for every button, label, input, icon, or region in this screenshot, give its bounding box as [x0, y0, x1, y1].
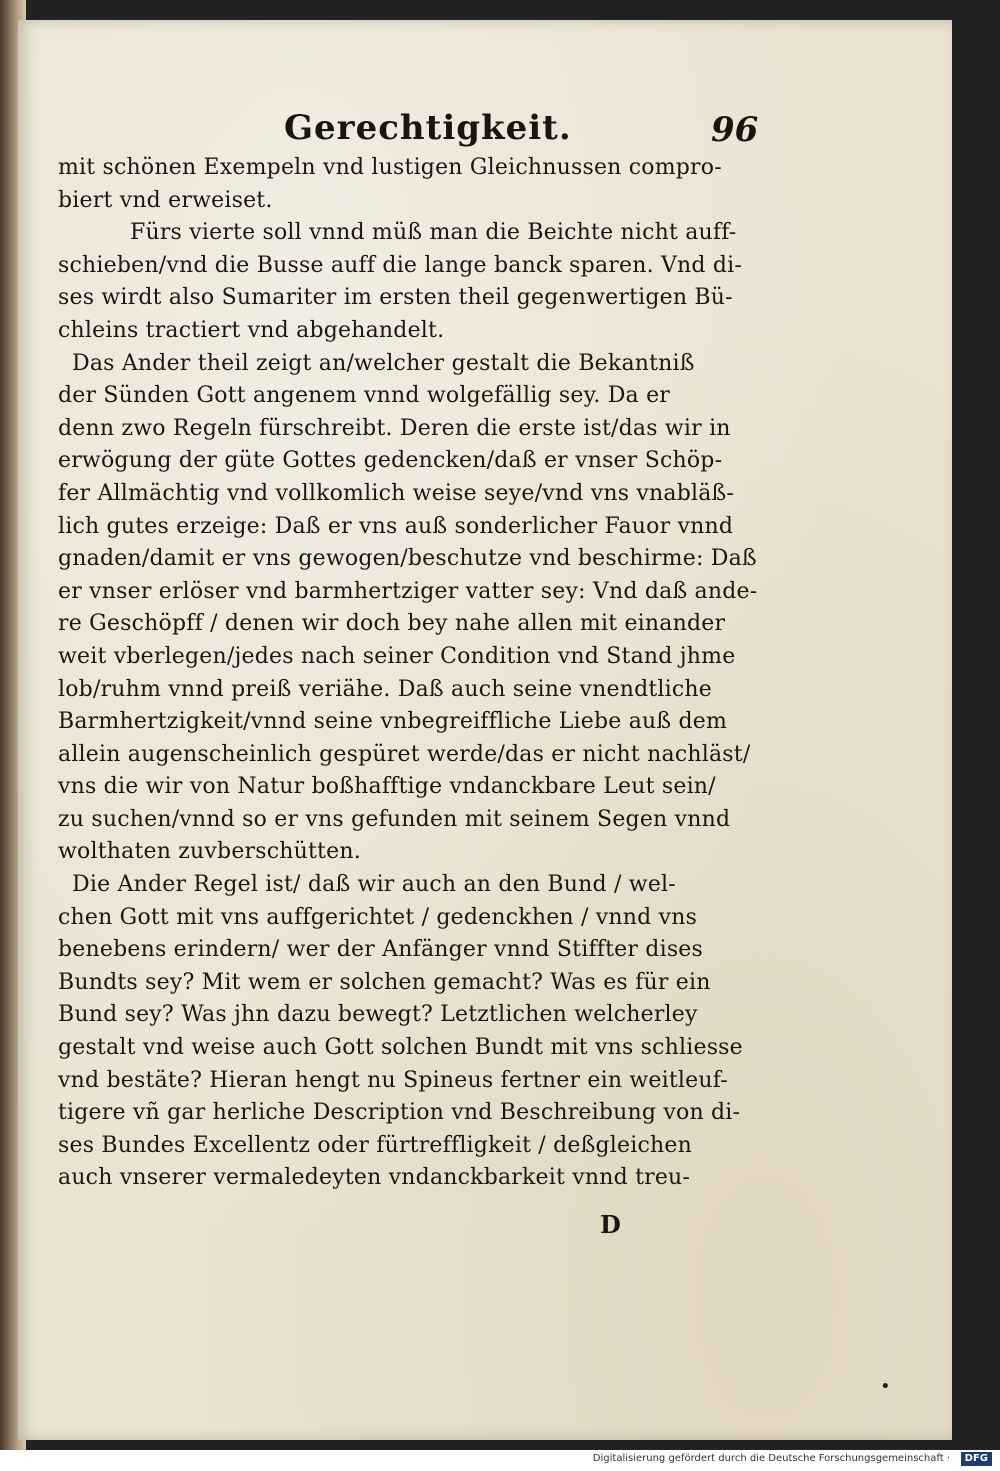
text-line: lob/ruhm vnnd preiß veriähe. Daß auch seine vnendtliche: [58, 676, 712, 702]
text-line: schieben/vnd die Busse auff die lange banck sparen. Vnd di-: [58, 252, 743, 278]
text-line: Bund sey? Was jhn dazu bewegt? Letztlichen welcherley: [58, 1002, 698, 1028]
text-line: erwögung der güte Gottes gedencken/daß er vnser Schöp-: [58, 448, 723, 474]
catchword: D: [600, 1210, 621, 1239]
text-line: Das Ander theil zeigt an/welcher gestalt die Bekantniß: [72, 350, 695, 376]
text-line: biert vnd erweiset.: [58, 187, 273, 213]
text-line: mit schönen Exempeln vnd lustigen Gleichnussen compro-: [58, 155, 722, 180]
running-head: Gerechtigkeit.: [284, 108, 572, 148]
text-line: fer Allmächtig vnd vollkomlich weise seye/vnd vns vnabläß-: [58, 480, 735, 506]
text-line: lich gutes erzeige: Daß er vns auß sonderlicher Fauor vnnd: [58, 513, 734, 539]
text-line: vnd bestäte? Hieran hengt nu Spineus fertner ein weitleuf-: [58, 1067, 728, 1093]
text-line: benebens erindern/ wer der Anfänger vnnd Stiffter dises: [58, 937, 704, 963]
text-line: denn zwo Regeln fürschreibt. Deren die erste ist/das wir in: [58, 415, 731, 441]
text-line: Bundts sey? Mit wem er solchen gemacht? Was es für ein: [58, 969, 711, 995]
text-line: ses Bundes Excellentz oder fürtreffligkeit / deßgleichen: [58, 1132, 692, 1158]
text-line: Fürs vierte soll vnnd müß man die Beichte nicht auff-: [130, 220, 737, 246]
text-block: [58, 152, 778, 1195]
text-line: ses wirdt also Sumariter im ersten theil gegenwertigen Bü-: [58, 285, 733, 311]
text-line: der Sünden Gott angenem vnnd wolgefällig sey. Da er: [58, 383, 670, 409]
margin-mark: •: [880, 1376, 891, 1397]
text-line: allein augenscheinlich gespüret werde/das er nicht nachläst/: [58, 741, 751, 767]
dfg-logo: DFG: [961, 1452, 992, 1466]
text-line: gestalt vnd weise auch Gott solchen Bundt mit vns schliesse: [58, 1035, 743, 1061]
text-line: er vnser erlöser vnd barmhertziger vatter sey: Vnd daß ande-: [58, 578, 758, 604]
text-line: chleins tractiert vnd abgehandelt.: [58, 317, 445, 343]
text-line: weit vberlegen/jedes nach seiner Condition vnd Stand jhme: [58, 643, 736, 669]
text-line: auch vnserer vermaledeyten vndanckbarkeit vnnd treu-: [58, 1165, 691, 1191]
text-line: zu suchen/vnnd so er vns gefunden mit seinem Segen vnnd: [58, 806, 731, 832]
page-number: 96: [711, 110, 759, 150]
text-line: tigere vñ gar herliche Description vnd Beschreibung von di-: [58, 1100, 741, 1126]
text-line: chen Gott mit vns auffgerichtet / gedenckhen / vnnd vns: [58, 904, 698, 930]
text-line: Die Ander Regel ist/ daß wir auch an den Bund / wel-: [72, 872, 676, 898]
text-line: wolthaten zuvberschütten.: [58, 839, 361, 865]
text-line: re Geschöpff / denen wir doch bey nahe allen mit einander: [58, 611, 726, 637]
funding-notice: Digitalisierung gefördert durch die Deutsche Forschungsgemeinschaft ·: [592, 1453, 950, 1464]
text-line: gnaden/damit er vns gewogen/beschutze vnd beschirme: Daß: [58, 546, 757, 572]
text-line: Barmhertzigkeit/vnnd seine vnbegreiffliche Liebe auß dem: [58, 709, 728, 735]
book-page: [18, 20, 952, 1440]
text-line: vns die wir von Natur boßhafftige vndanckbare Leut sein/: [58, 774, 716, 800]
